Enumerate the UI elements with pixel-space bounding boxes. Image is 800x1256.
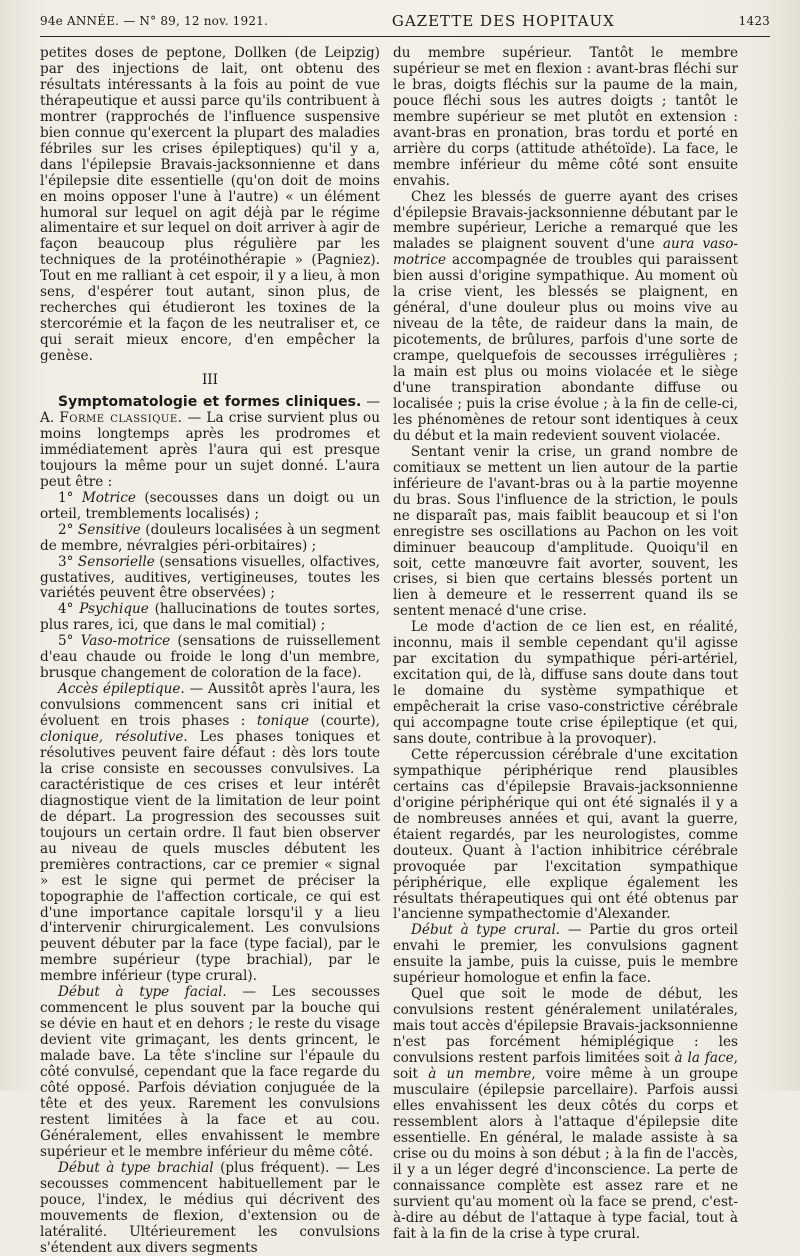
item-text: (secousses dans un doigt ou un orteil, tremblements localisés) ; xyxy=(40,489,380,522)
section-sub-b: Forme classique. xyxy=(59,409,183,426)
page-number: 1423 xyxy=(738,14,770,28)
paragraph-text: accompagnée de troubles qui paraissent bien aussi d'origine sympathique. Au moment où la crise vient, les blessés se plaignent, en général, d'une douleur plus ou moins vive au niveau de la tête, de raideur dans la main, de picotements, de brûlures, parfois d'une sorte de crampe, quelquefois de secousses irrégulières ; la main est plus ou moins violacée et le siège d'une transpiration abondante diffuse ou localisée ; puis la crise évolue ; à la fin de celle-ci, les phénomènes de retour sont identiques à ceux du début et la main redevient souvent violacée. xyxy=(393,252,738,444)
term: aura vaso-motrice xyxy=(393,236,738,269)
paragraph-text: — Partie du gros orteil envahi le premier, les convulsions gagnent ensuite la jambe, puis la cuisse, puis le membre supérieur homologue et enfin la face. xyxy=(393,922,738,987)
list-item xyxy=(40,491,380,523)
item-num: 2° xyxy=(58,521,74,538)
paragraph-text: Chez les blessés de guerre ayant des crises d'épilepsie Bravais-jacksonnienne débutant par le membre supérieur, Leriche a remarqué que les malades se plaignent souvent d'une xyxy=(393,188,738,253)
subheading: Début à type facial. xyxy=(58,984,227,1001)
paragraph-text: , soit xyxy=(393,1050,738,1082)
journal-title: GAZETTE DES HOPITAUX xyxy=(391,12,615,30)
running-header xyxy=(40,8,770,34)
paragraph-text: — Aussitôt après l'aura, les convulsions commencent sans cri initial et évoluent en trois phases : xyxy=(40,681,380,730)
issue-info: 94e ANNÉE. — N° 89, 12 nov. 1921. xyxy=(40,14,269,28)
paragraph: petites doses de peptone, Dollken (de Leipzig) par des injections de lait, ont obtenu des résultats intéressants à la fois au point de vue thérapeutique et aussi parce qu'ils contribuent à montrer (rapprochés de l'influence suspensive bien connue qu'exercent la plupart des maladies fébriles sur les crises épileptiques) qu'il y a, dans l'épilepsie Bravais-jacksonnienne et dans l'épilepsie dite essentielle (qu'on doit de moins en moins opposer l'une à l'autre) « un élément humoral sur lequel on agit déjà par le régime alimentaire et sur lequel on doit arriver à agir de façon beaucoup plus régulière par les techniques de la protéinothérapie » (Pagniez). Tout en me ralliant à cet espoir, il y a lieu, à mon sens, d'espérer tout autant, sinon plus, de recherches qui étudieront les toxines de la stercorémie et la façon de les neutraliser et, ce qui serait mieux encore, d'en empêcher la genèse. xyxy=(40,45,380,365)
subheading: Accès épileptique. xyxy=(58,681,185,698)
section-numeral: III xyxy=(201,372,219,389)
item-num: 4° xyxy=(58,601,74,618)
item-text: (douleurs localisées à un segment de membre, névralgies péri-orbitaires) ; xyxy=(40,521,380,554)
paragraph xyxy=(40,985,380,1160)
subheading: Début à type crural. xyxy=(411,922,561,939)
paragraph xyxy=(393,923,738,987)
item-term: Sensorielle xyxy=(77,553,155,570)
header-rule xyxy=(40,36,770,37)
list-item xyxy=(40,555,380,603)
term: tonique xyxy=(256,713,310,730)
term: à la face xyxy=(674,1050,734,1067)
right-column xyxy=(393,46,738,1242)
item-num: 3° xyxy=(58,553,74,570)
term: à un membre xyxy=(428,1066,532,1082)
paragraph: Le mode d'action de ce lien est, en réalité, inconnu, mais il semble cependant qu'il agisse par excitation du sympathique péri-artériel, excitation qui, de là, diffuse sans doute dans tout le domaine du système sympathique et empêcherait la crise vaso-constrictive cérébrale qui accompagne toute crise épileptique (et qui, sans doute, contribue à la provoquer). xyxy=(393,619,738,747)
section-sub-a: — A. xyxy=(40,394,381,426)
paragraph-text: (plus fréquent). — Les secousses commencent habituellement par le pouce, l'index, le médius qui décrivent des mouvements de flexion, d'extension ou de latéralité. Ultérieurement les convulsions s'étendent aux divers segments xyxy=(40,1159,380,1256)
item-term: Sensitive xyxy=(77,521,141,538)
item-text: (sensations visuelles, olfactives, gustatives, auditives, vertigineuses, toutes les variétés peuvent être observées) ; xyxy=(40,553,380,602)
left-column xyxy=(40,46,380,1256)
paragraph xyxy=(40,395,380,491)
item-num: 5° xyxy=(58,633,74,650)
item-text: (sensations de ruissellement d'eau chaude ou froide le long d'un membre, brusque changement de coloration de la face). xyxy=(40,633,381,682)
item-term: Vaso-motrice xyxy=(80,633,171,650)
paragraph: Sentant venir la crise, un grand nombre de comitiaux se mettent un lien autour de la partie inférieure de l'avant-bras ou à la partie moyenne du bras. Sous l'influence de la striction, le pouls ne disparaît pas, mais faiblit beaucoup et si l'on enregistre ses oscillations au Pachon on les voit diminuer beaucoup d'amplitude. Quoiqu'il en soit, cette manœuvre fait avorter, souvent, les crises, si bien que certains blessés portent un lien à demeure et le resserrent quand ils se sentent menacé d'une crise. xyxy=(393,443,738,620)
item-term: Motrice xyxy=(81,489,136,506)
paragraph-text: — Les secousses commencent le plus souvent par la bouche qui se dévie en haut et en dehors ; le reste du visage devient vite grimaçant, les dents grincent, le malade bave. La tête s'incline sur l'épaule du côté convulsé, cependant que la face regarde du côté opposé. Parfois déviation conjuguée de la tête et des yeux. Rarement les convulsions restent limitées à la face et au cou. Généralement, elles envahissent le membre supérieur et le membre inférieur du même côté. xyxy=(40,984,380,1160)
paragraph-text: , voire même à un groupe musculaire (épilepsie parcellaire). Parfois aussi elles envahissent les deux côtés du corps et ressemblent alors à l'attaque d'épilepsie dite essentielle. En général, le malade assiste à sa crise ou du moins à son début ; à la fin de l'accès, il y a un léger degré d'inconscience. La perte de connaissance complète est assez rare et ne survient qu'au moment où la face se prend, c'est-à-dire au début de l'attaque à type facial, tout à fait à la fin de la crise à type crural. xyxy=(393,1066,738,1242)
paragraph xyxy=(393,987,738,1242)
list-item xyxy=(40,634,380,682)
paragraph-text: Quel que soit le mode de début, les convulsions restent généralement unilatérales, mais tout accès d'épilepsie Bravais-jacksonnienne n'est pas forcément hémiplégique : les convulsions restent parfois limitées soit xyxy=(393,986,738,1067)
paragraph: Cette répercussion cérébrale d'une excitation sympathique périphérique rend plausibles certains cas d'épilepsie Bravais-jacksonnienne d'origine périphérique qui ont été signalés il y a de nombreuses années et qui, avant la guerre, étaient regardés, par les neurologistes, comme douteux. Quant à l'action inhibitrice cérébrale provoquée par l'excitation sympathique périphérique, elle explique également les résultats thérapeutiques qui ont été obtenus par l'ancienne sympathectomie d'Alexander. xyxy=(393,746,738,923)
item-term: Psychique xyxy=(79,601,149,618)
paragraph xyxy=(40,1161,380,1256)
paragraph xyxy=(40,682,380,985)
term: clonique, résolutive. xyxy=(40,729,188,746)
paragraph-text: (courte), xyxy=(320,713,381,730)
paragraph xyxy=(393,190,738,445)
paragraph-text: Les phases toniques et résolutives peuvent faire défaut : dès lors toute la crise consiste en secousses convulsives. La caractéristique de ces crises et leur intérêt diagnostique vient de la limitation de leur point de départ. La progression des secousses suit toujours un certain ordre. Il faut bien observer au niveau de quels muscles débutent les premières contractions, car ce premier « signal » est le signe qui permet de préciser la topographie de l'affection corticale, ce qui est d'une importance capitale lorsqu'il y a lieu d'intervenir chirurgicalement. Les convulsions peuvent débuter par la face (type facial), par le membre supérieur (type brachial), par le membre inférieur (type crural). xyxy=(40,729,380,985)
section-title: Symptomatologie et formes cliniques. xyxy=(58,394,362,411)
subheading: Début à type brachial xyxy=(58,1159,214,1176)
paragraph-text: — La crise survient plus ou moins longtemps après les prodromes et immédiatement après l'aura qui est presque toujours la même pour un sujet donné. L'aura peut être : xyxy=(40,409,380,490)
item-text: (hallucinations de toutes sortes, plus rares, ici, que dans le mal comitial) ; xyxy=(40,601,381,634)
list-item xyxy=(40,602,380,634)
paragraph: du membre supérieur. Tantôt le membre supérieur se met en flexion : avant-bras fléchi sur le bras, doigts fléchis sur la paume de la main, pouce fléchi sous les autres doigts ; tantôt le membre supérieur se met plutôt en extension : avant-bras en pronation, bras tordu et porté en arrière du corps (attitude athétoïde). La face, le membre inférieur du même côté sont ensuite envahis. xyxy=(393,45,738,189)
item-num: 1° xyxy=(58,489,74,506)
list-item xyxy=(40,523,380,555)
